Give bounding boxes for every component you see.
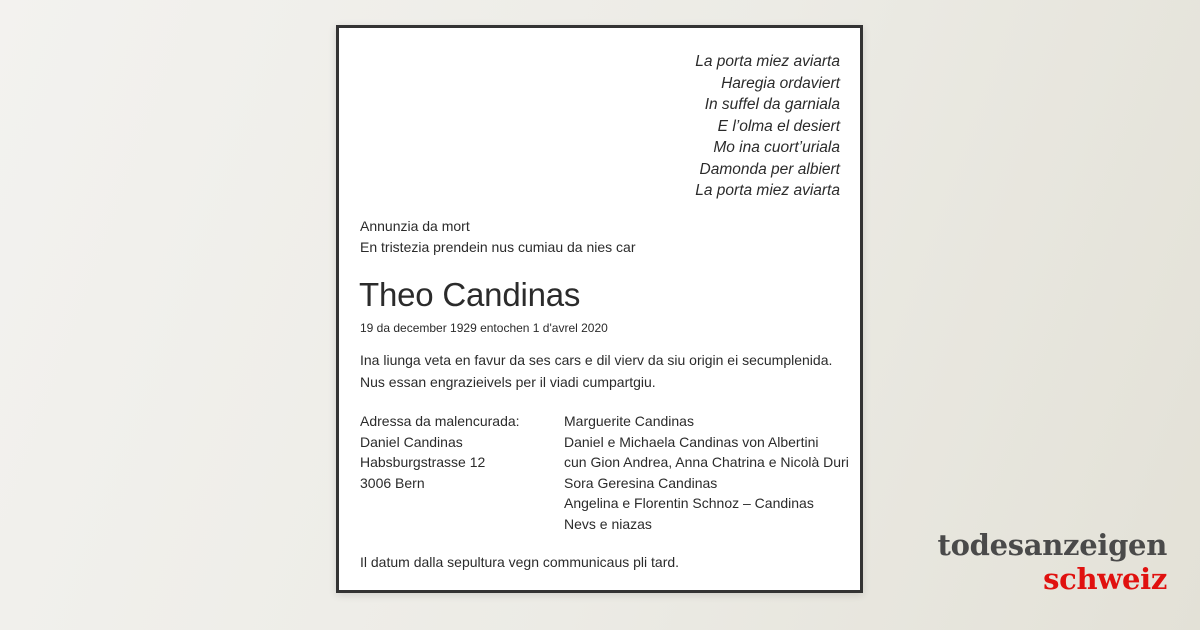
poem-line: Damonda per albiert: [699, 160, 840, 178]
poem-line: Haregia ordaviert: [721, 74, 840, 92]
life-dates: 19 da december 1929 entochen 1 d'avrel 2020: [360, 321, 608, 335]
address-street: Habsburgstrasse 12: [360, 454, 486, 471]
intro-heading: Annunzia da mort: [360, 218, 470, 234]
address-city: 3006 Bern: [360, 474, 425, 491]
condolence-address: [360, 411, 520, 493]
poem: [695, 51, 840, 202]
intro-sentence: En tristezia prendein nus cumiau da nies car: [360, 238, 636, 255]
mourner-entry: Daniel e Michaela Candinas von Albertini: [564, 433, 819, 450]
message-line: Ina liunga veta en favur da ses cars e dil vierv da siu origin ei secumplenida.: [360, 352, 833, 368]
death-notice-card: [336, 25, 863, 593]
mourner-entry: cun Gion Andrea, Anna Chatrina e Nicolà Duri: [564, 454, 849, 471]
logo-text-accent: schweiz: [1043, 562, 1167, 596]
mourner-entry: Nevs e niazas: [564, 515, 652, 532]
poem-line: Mo ina cuort’uriala: [713, 139, 840, 156]
site-logo[interactable]: [937, 528, 1167, 596]
poem-line: E l’olma el desiert: [717, 117, 840, 135]
intro-text: [360, 216, 635, 257]
message-line: Nus essan engrazieivels per il viadi cumpartgiu.: [360, 373, 656, 390]
address-label: Adressa da malencurada:: [360, 413, 520, 429]
mourner-entry: Sora Geresina Candinas: [564, 474, 718, 491]
mourner-entry: Angelina e Florentin Schnoz – Candinas: [564, 495, 814, 512]
mourner-entry: Marguerite Candinas: [564, 413, 694, 429]
logo-text-primary: todesanzeigen: [937, 528, 1167, 562]
poem-line: La porta miez aviarta: [695, 53, 840, 70]
poem-line: In suffel da garniala: [704, 96, 840, 113]
poem-line: La porta miez aviarta: [695, 182, 840, 199]
address-name: Daniel Candinas: [360, 433, 463, 450]
deceased-name: Theo Candinas: [359, 276, 581, 313]
funeral-date-note: Il datum dalla sepultura vegn communicaus pli tard.: [360, 554, 680, 570]
mourners-list: [564, 411, 849, 535]
memorial-message: [360, 350, 832, 393]
